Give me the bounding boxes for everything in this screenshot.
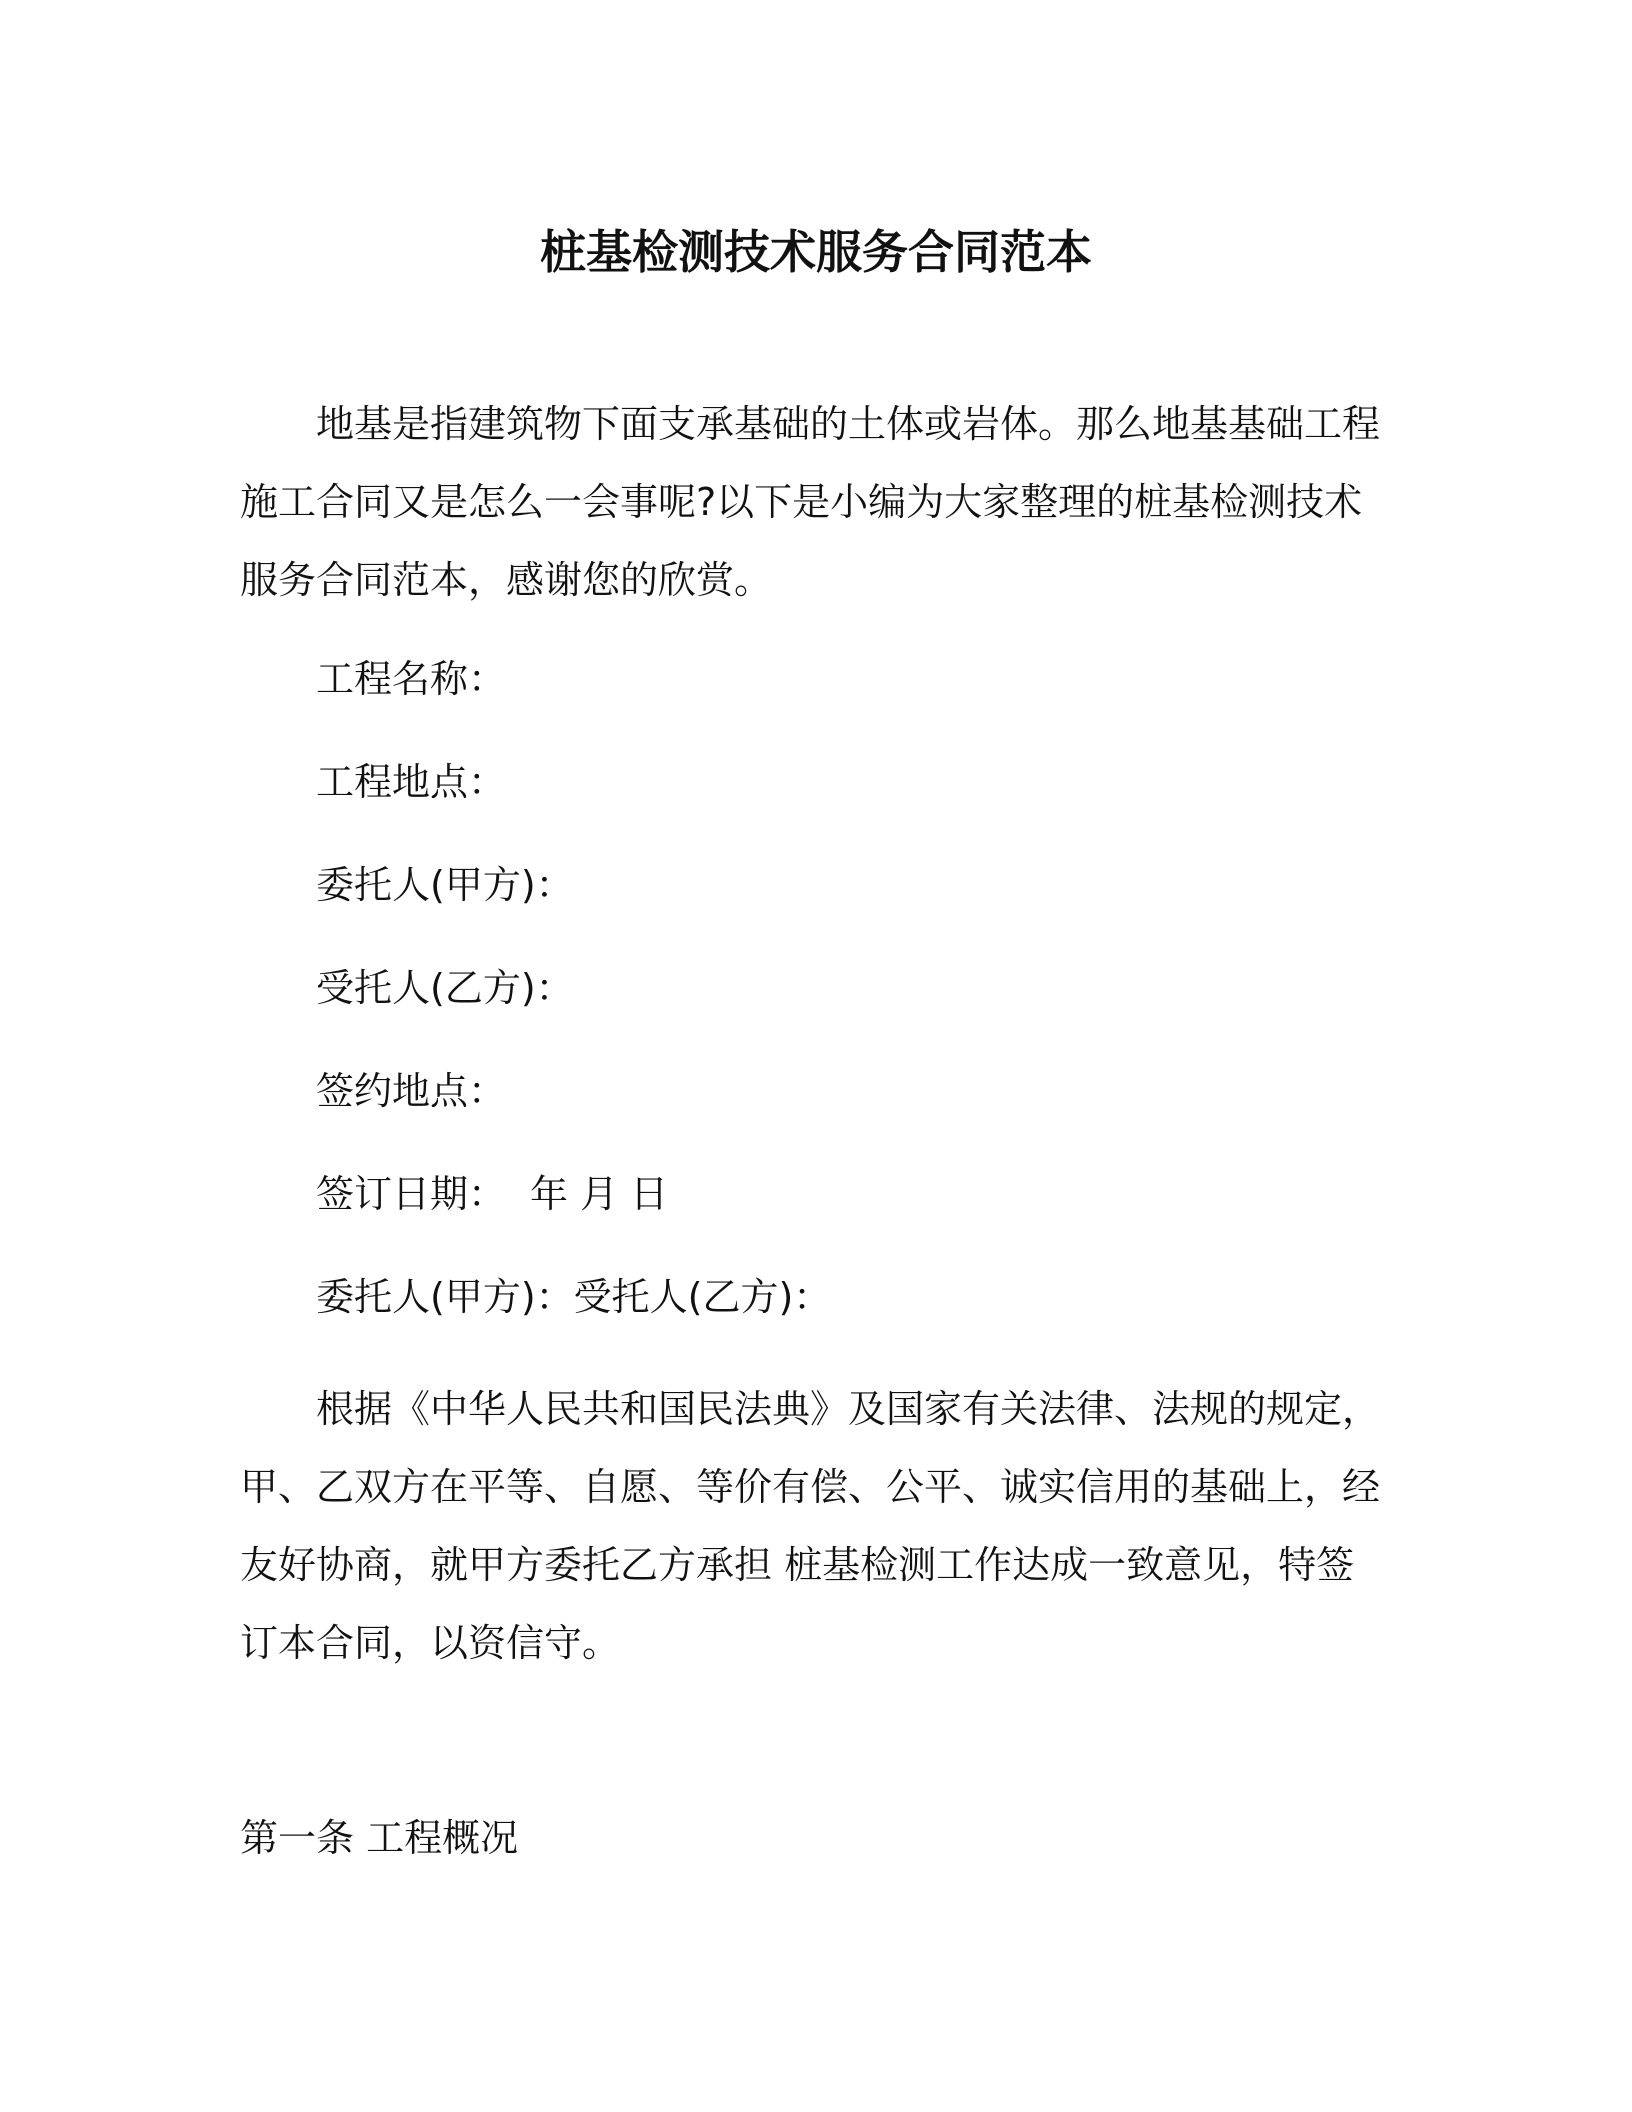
signing-date-label: 签订日期： — [316, 1172, 507, 1216]
signing-date-field — [316, 1168, 668, 1220]
signing-date-value: 年 月 日 — [530, 1172, 669, 1216]
section-1-heading: 第一条 工程概况 — [240, 1816, 519, 1860]
intro-paragraph: 地基是指建筑物下面支承基础的土体或岩体。那么地基基础工程施工合同又是怎么一会事呢?以下是小编为大家整理的桩基检测技术服务合同范本，感谢您的欣赏。 — [240, 402, 1381, 602]
contractor-party-b-field: 受托人(乙方)： — [316, 966, 574, 1010]
signing-place-field: 签约地点： — [316, 1069, 507, 1113]
parties-line: 委托人(甲方)：受托人(乙方)： — [316, 1275, 832, 1319]
client-party-a-field: 委托人(甲方)： — [316, 863, 574, 907]
project-name-field: 工程名称： — [316, 657, 507, 701]
document-title: 桩基检测技术服务合同范本 — [540, 225, 1092, 279]
project-location-field: 工程地点： — [316, 760, 507, 804]
legal-basis-paragraph: 根据《中华人民共和国民法典》及国家有关法律、法规的规定，甲、乙双方在平等、自愿、等价有偿、公平、诚实信用的基础上，经友好协商，就甲方委托乙方承担 桩基检测工作达成一致意见，特签订本合同，以资信守。 — [240, 1387, 1381, 1665]
